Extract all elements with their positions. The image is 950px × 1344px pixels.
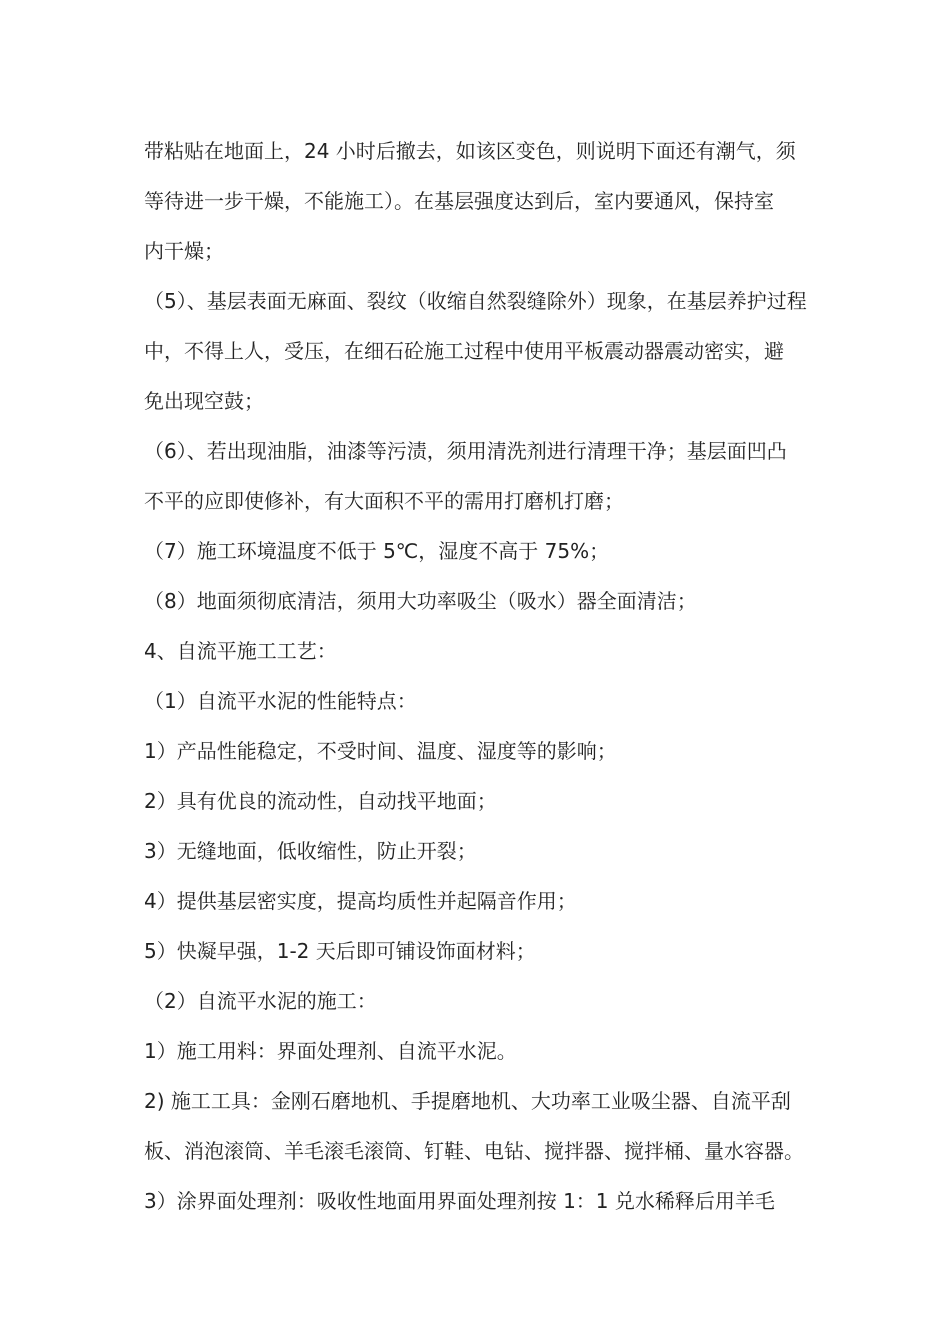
text-line: （8）地面须彻底清洁，须用大功率吸尘（吸水）器全面清洁； (144, 589, 697, 613)
text-line: 免出现空鼓； (144, 389, 264, 413)
text-line: 带粘贴在地面上，24 小时后撤去，如该区变色，则说明下面还有潮气，须 (144, 139, 796, 163)
text-line: 中，不得上人，受压，在细石砼施工过程中使用平板震动器震动密实，避 (144, 339, 784, 363)
list-item: 3）涂界面处理剂：吸收性地面用界面处理剂按 1：1 兑水稀释后用羊毛 (144, 1189, 775, 1213)
text-line: 不平的应即使修补，有大面积不平的需用打磨机打磨； (144, 489, 624, 513)
list-item: 2）具有优良的流动性，自动找平地面； (144, 789, 497, 813)
document-body (144, 131, 814, 1231)
text-line: 等待进一步干燥，不能施工）。在基层强度达到后，室内要通风，保持室 (144, 189, 774, 213)
list-item: 3）无缝地面，低收缩性，防止开裂； (144, 839, 477, 863)
list-item: 1）产品性能稳定，不受时间、温度、湿度等的影响； (144, 739, 617, 763)
list-item: 4）提供基层密实度，提高均质性并起隔音作用； (144, 889, 577, 913)
section-heading: 4、自流平施工工艺： (144, 639, 337, 663)
list-item: 2) 施工工具：金刚石磨地机、手提磨地机、大功率工业吸尘器、自流平刮 (144, 1089, 791, 1113)
text-line: （6）、若出现油脂，油漆等污渍，须用清洗剂进行清理干净；基层面凹凸 (144, 439, 787, 463)
text-line: （7）施工环境温度不低于 5℃，湿度不高于 75%； (144, 539, 610, 563)
subsection-heading: （2）自流平水泥的施工： (144, 989, 377, 1013)
text-line: （5）、基层表面无麻面、裂纹（收缩自然裂缝除外）现象，在基层养护过程 (144, 289, 807, 313)
list-item: 1）施工用料：界面处理剂、自流平水泥。 (144, 1039, 517, 1063)
list-item: 5）快凝早强，1-2 天后即可铺设饰面材料； (144, 939, 536, 963)
text-line: 内干燥； (144, 239, 224, 263)
text-line: 板、消泡滚筒、羊毛滚毛滚筒、钉鞋、电钻、搅拌器、搅拌桶、量水容器。 (144, 1139, 804, 1163)
subsection-heading: （1）自流平水泥的性能特点： (144, 689, 417, 713)
